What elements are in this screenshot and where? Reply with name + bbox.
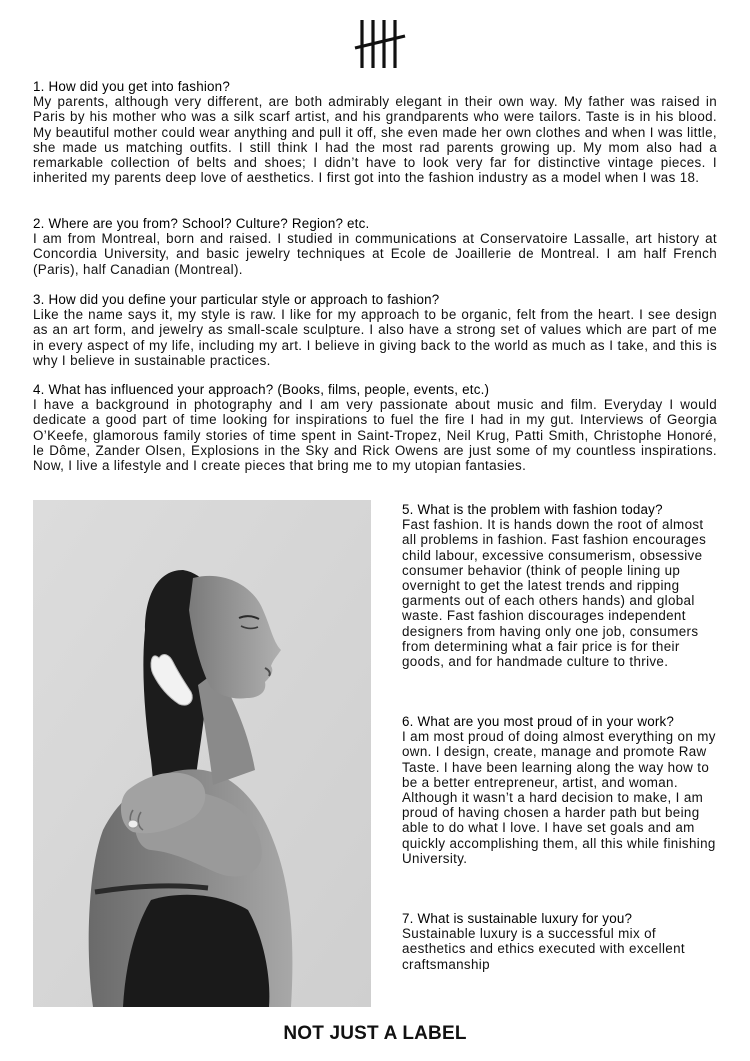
interview-item-4 — [33, 382, 717, 473]
interview-item-2 — [33, 216, 717, 277]
question-2: 2. Where are you from? School? Culture? Region? etc. — [33, 216, 370, 231]
question-7: 7. What is sustainable luxury for you? — [402, 911, 633, 926]
footer-brand-logo: NOT JUST A LABEL — [283, 1023, 467, 1044]
answer-7: Sustainable luxury is a successful mix of aesthetics and ethics executed with excellent craftsmanship — [402, 926, 685, 972]
question-5: 5. What is the problem with fashion today? — [402, 502, 663, 517]
interview-item-7 — [402, 911, 718, 972]
interview-item-3 — [33, 292, 717, 368]
portrait-photo — [33, 500, 371, 1007]
question-4: 4. What has influenced your approach? (Books, films, people, events, etc.) — [33, 382, 490, 397]
answer-6: I am most proud of doing almost everything on my own. I design, create, manage and promote Raw Taste. I have been learning along the way how to be a better entrepreneur, artist, and woman. Although it wasn’t a hard decision to make, I am proud of having chosen a harder path but being able to do what I love. I have set goals and am quickly accomplishing them, all this while finishing University. — [402, 729, 716, 866]
answer-5: Fast fashion. It is hands down the root of almost all problems in fashion. Fast fashion encourages child labour, excessive consumerism, obsessive consumer behavior (think of people lining up overnight to get the latest trends and ripping garments out of each others hands) and global waste. Fast fashion discourages independent designers from having only one job, consumers from determining what a fair price is for their goods, and for handmade culture to thrive. — [402, 517, 707, 670]
answer-3: Like the name says it, my style is raw. I like for my approach to be organic, felt from the heart. I see design as an art form, and jewelry as small-scale sculpture. I also have a strong set of values which are part of me in every aspect of my life, including my art. I believe in giving back to the world as much as I take, and this is why I believe in sustainable practices. — [33, 307, 717, 368]
answer-2: I am from Montreal, born and raised. I studied in communications at Conservatoire Lassalle, art history at Concordia University, and basic jewelry techniques at Ecole de Joaillerie de Montreal. I am half French (Paris), half Canadian (Montreal). — [33, 231, 717, 277]
interview-item-1 — [33, 79, 717, 185]
tally-marks-icon — [354, 18, 406, 70]
answer-4: I have a background in photography and I am very passionate about music and film. Everyday I would dedicate a good part of time looking for inspirations to fuel the fire I had in my gut. Interviews of Georgia O’Keefe, glamorous family stories of time spent in Saint-Tropez, Neil Krug, Patti Smith, Christophe Honoré, le Dôme, Zander Olsen, Explosions in the Sky and Rick Owens are just some of my countless inspirations. Now, I live a lifestyle and I create pieces that bring me to my utopian fantasies. — [33, 397, 717, 474]
question-6: 6. What are you most proud of in your work? — [402, 714, 675, 729]
interview-item-6 — [402, 714, 718, 866]
question-1: 1. How did you get into fashion? — [33, 79, 230, 94]
answer-1: My parents, although very different, are both admirably elegant in their own way. My father was raised in Paris by his mother who was a silk scarf artist, and his grandparents who were tailors. Taste is in his blood. My beautiful mother could wear anything and pull it off, she even made her own clothes and when I was little, she made us matching outfits. I still think I had the most rad parents growing up. My mom also had a remarkable collection of belts and shoes; I didn’t have to look very far for distinctive vintage pieces. I inherited my parents deep love of aesthetics. I first got into the fashion industry as a model when I was 18. — [33, 94, 717, 186]
interview-item-5 — [402, 502, 718, 669]
question-3: 3. How did you define your particular style or approach to fashion? — [33, 292, 440, 307]
